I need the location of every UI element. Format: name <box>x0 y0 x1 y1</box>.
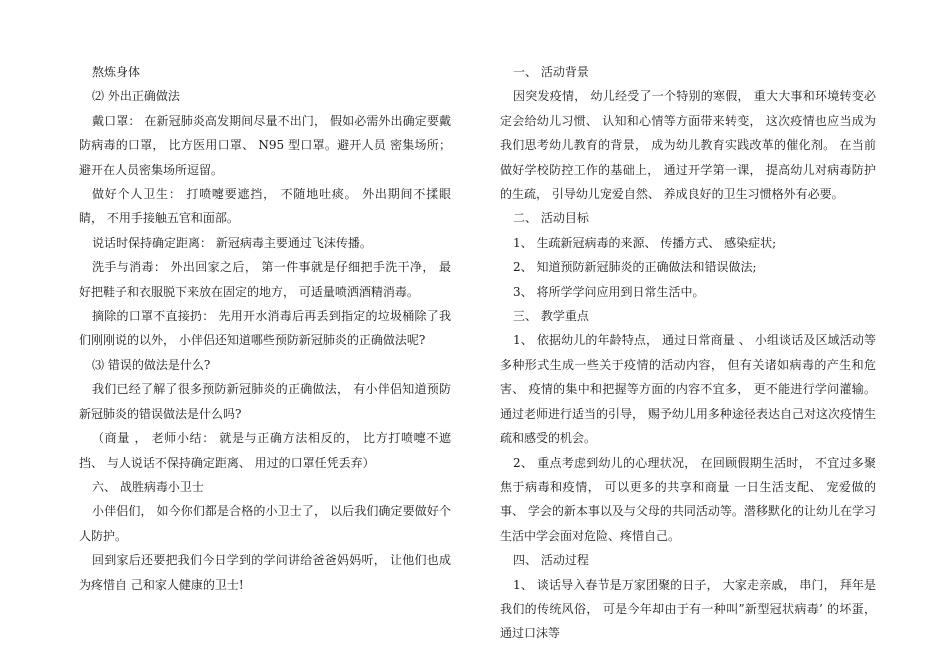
section-heading: 四、 活动过程 <box>513 553 589 568</box>
paragraph: 小伴侣们， 如今你们都是合格的小卫士了， 以后我们确定要做好个人防护。 <box>79 504 451 543</box>
paragraph: 我们已经了解了很多预防新冠肺炎的正确做法， 有小伴侣知道预防新冠肺炎的错误做法是什么吗? <box>79 382 451 421</box>
paragraph: 摘除的口罩不直接扔： 先用开水消毒后再丢到指定的垃圾桶除了我们刚刚说的以外， 小伴侣还知道哪些预防新冠肺炎的正确做法呢? <box>79 309 451 348</box>
paragraph: 因突发疫情， 幼儿经受了一个特别的寒假， 重大大事和环境转变必定会给幼儿习惯、 认知和心情等方面带来转变， 这次疫情也应当成为我们思考幼儿教育的背景， 成为幼儿教育实践改革的催化剂。 在当前做好学校防控工作的基础上， 通过开学第一课， 提高幼儿对病毒防护的生疏， 引导幼儿宠爱自然、 养成良好的卫生习惯格外有必要。 <box>500 89 876 202</box>
left-column <box>79 60 451 597</box>
paragraph: 回到家后还要把我们今日学到的学问讲给爸爸妈妈听， 让他们也成为疼惜自 己和家人健康的卫士! <box>79 553 451 592</box>
section-heading: 二、 活动目标 <box>513 211 589 226</box>
subheading: ⑵ 外出正确做法 <box>92 89 180 104</box>
paragraph: 洗手与消毒： 外出回家之后， 第一件事就是仔细把手洗干净， 最好把鞋子和衣服脱下来放在固定的地方， 可适量喷洒酒精消毒。 <box>79 260 451 299</box>
paragraph: 说话时保持确定距离： 新冠病毒主要通过飞沫传播。 <box>92 235 372 250</box>
list-item: 3、 将所学学问应用到日常生活中。 <box>513 284 705 299</box>
paragraph: 戴口罩： 在新冠肺炎高发期间尽量不出门， 假如必需外出确定要戴防病毒的口罩， 比方医用口罩、 N95 型口罩。避开人员 密集场所； 避开在人员密集场所逗留。 <box>79 113 451 177</box>
paragraph: 做好个人卫生： 打喷嚏要遮挡， 不随地吐痰。 外出期间不揉眼睛， 不用手接触五官和面部。 <box>79 187 451 226</box>
section-heading: 一、 活动背景 <box>513 65 589 79</box>
section-heading: 六、 战胜病毒小卫士 <box>92 479 204 494</box>
section-heading: 三、 教学重点 <box>513 309 589 324</box>
paragraph: 1、 谈话导入春节是万家团聚的日子， 大家走亲戚， 串门， 拜年是我们的传统风俗， 可是今年却由于有一种叫”新型冠状病毒’ 的坏蛋， 通过口沫等 <box>500 577 876 641</box>
paragraph: （商量 ， 老师小结： 就是与正确方法相反的， 比方打喷嚏不遮挡、 与人说话不保持确定距离、 用过的口罩任凭丢弃） <box>79 431 451 470</box>
paragraph: 1、 依据幼儿的年龄特点， 通过日常商量 、 小组谈话及区域活动等多种形式生成一些关于疫情的活动内容， 但有关诸如病毒的产生和危害、 疫情的集中和把握等方面的内容不宜多， 更不能进行学问灌输。通过老师进行适当的引导， 赐予幼儿用多种途径表达自己对这次疫情生疏和感受的机会。 <box>500 333 876 446</box>
paragraph: 2、 重点考虑到幼儿的心理状况， 在回顾假期生活时， 不宜过多聚焦于病毒和疫情， 可以更多的共享和商量 一日生活支配、 宠爱做的事、 学会的新本事以及与父母的共同活动等。潜移默化的让幼儿在学习生活中学会面对危险、疼惜自己。 <box>500 455 876 543</box>
list-item: 2、 知道预防新冠肺炎的正确做法和错误做法; <box>513 260 757 275</box>
paragraph: 熬炼身体 <box>92 65 141 79</box>
subheading: ⑶ 错误的做法是什么? <box>92 357 211 372</box>
list-item: 1、 生疏新冠病毒的来源、 传播方式、 感染症状; <box>513 235 777 250</box>
right-column <box>500 60 876 646</box>
